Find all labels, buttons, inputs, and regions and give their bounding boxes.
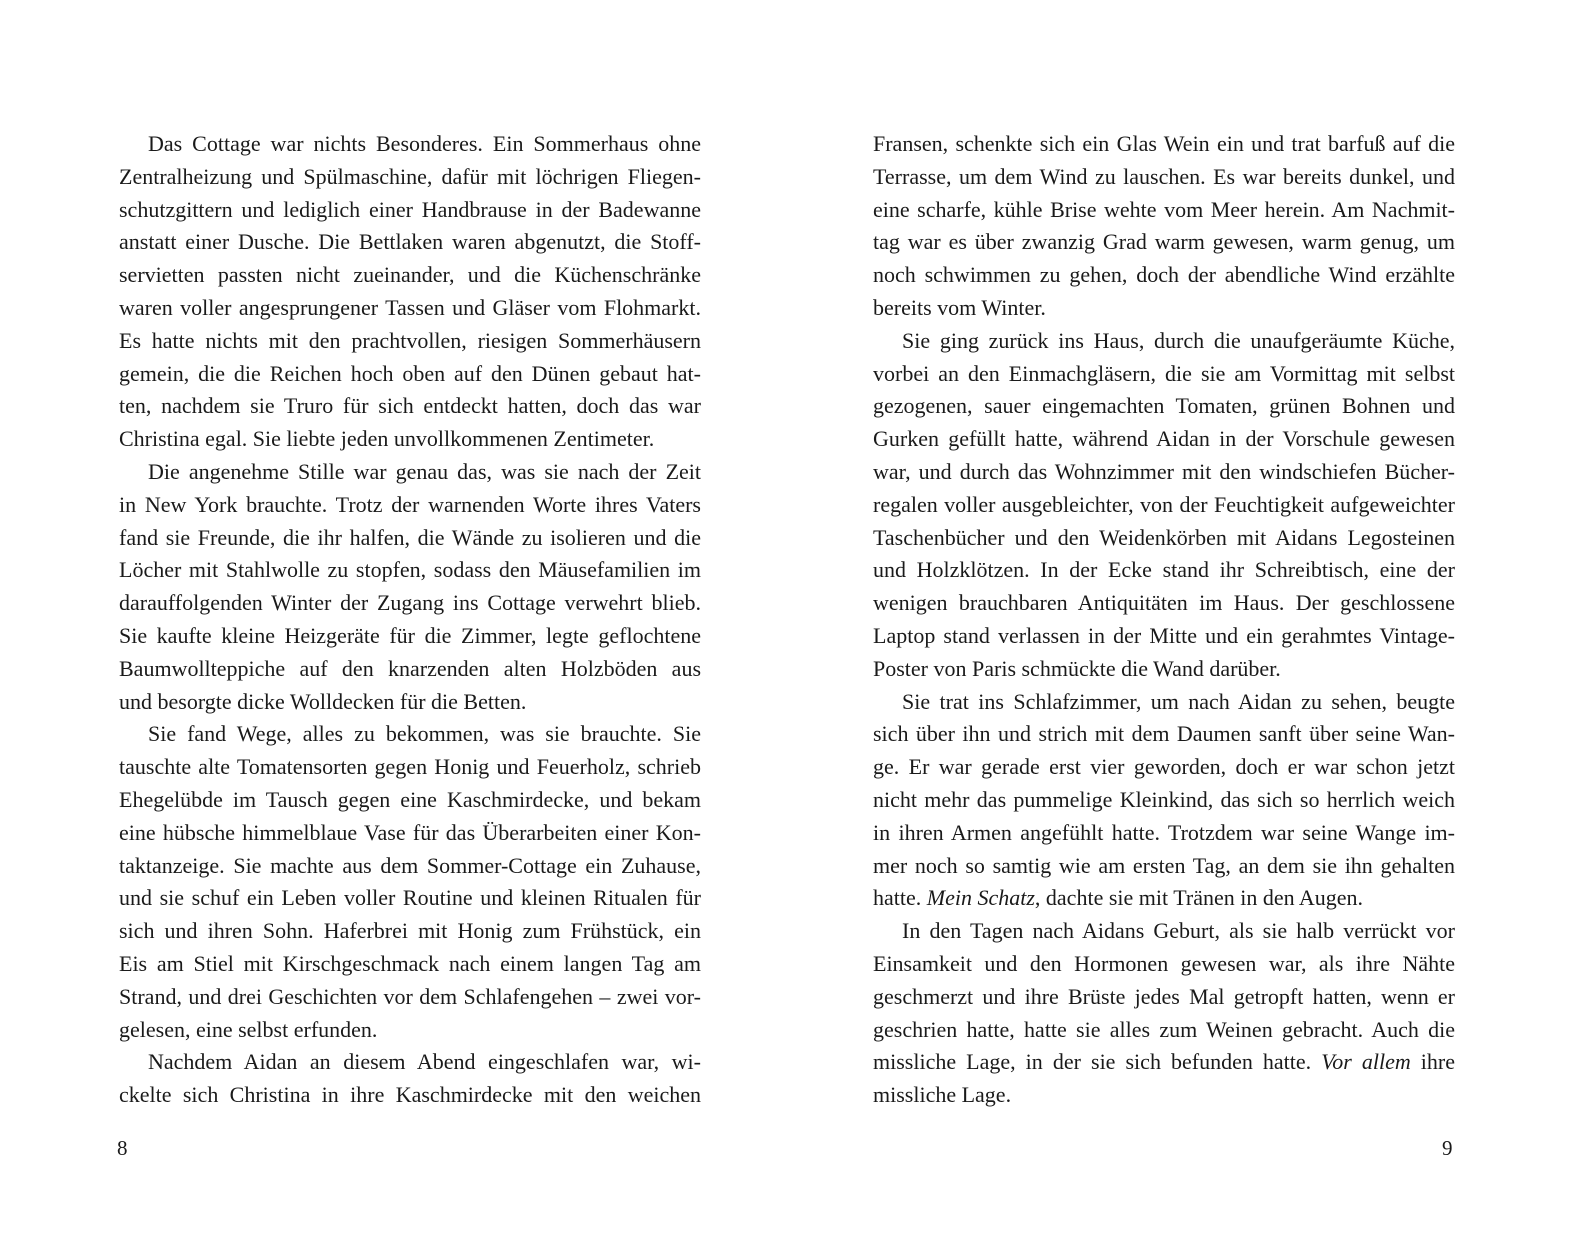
text-line: Zentralheizung und Spülmaschine, dafür mit löchrigen Fliegen- [119, 163, 701, 189]
right-page [797, 0, 1594, 1240]
paragraph [873, 915, 1455, 1112]
text-line: vorbei an den Einmachgläsern, die sie am Vormittag mit selbst [873, 360, 1455, 386]
text-line: taktanzeige. Sie machte aus dem Sommer-Cottage ein Zuhause, [119, 852, 701, 878]
text-span: missliche Lage, in der sie sich befunden hatte. [873, 1049, 1322, 1075]
text-line: war, und durch das Wohnzimmer mit den windschiefen Bücher- [873, 458, 1455, 484]
text-line [873, 1046, 1455, 1079]
paragraph [119, 456, 701, 718]
text-line: Christina egal. Sie liebte jeden unvollkommenen Zentimeter. [119, 426, 655, 452]
paragraph [119, 718, 701, 1046]
text-line: tag war es über zwanzig Grad warm gewesen, warm genug, um [873, 229, 1455, 255]
text-line: sich über ihn und strich mit dem Daumen sanft über seine Wan- [873, 721, 1455, 747]
text-line: Sie ging zurück ins Haus, durch die unaufgeräumte Küche, [902, 327, 1455, 353]
text-line: ge. Er war gerade erst vier geworden, doch er war schon jetzt [873, 754, 1455, 780]
text-line: Gurken gefüllt hatte, während Aidan in der Vorschule gewesen [873, 426, 1455, 452]
paragraph [873, 325, 1455, 686]
text-line: anstatt einer Dusche. Die Bettlaken waren abgenutzt, die Stoff- [119, 229, 701, 255]
text-line: tauschte alte Tomatensorten gegen Honig und Feuerholz, schrieb [119, 754, 701, 780]
text-line: eine hübsche himmelblaue Vase für das Überarbeiten einer Kon- [119, 819, 701, 845]
text-line: darauffolgenden Winter der Zugang ins Cottage verwehrt blieb. [119, 590, 701, 616]
paragraph [119, 128, 701, 456]
text-line: sich und ihren Sohn. Haferbrei mit Honig zum Frühstück, ein [119, 918, 701, 944]
text-line: und besorgte dicke Wolldecken für die Betten. [119, 688, 527, 714]
text-line: Sie fand Wege, alles zu bekommen, was sie brauchte. Sie [148, 721, 701, 747]
text-line: waren voller angesprungener Tassen und Gläser vom Flohmarkt. [119, 294, 701, 320]
page-number: 9 [1442, 1136, 1453, 1160]
text-line: servietten passten nicht zueinander, und die Küchenschränke [119, 262, 701, 288]
text-line: wenigen brauchbaren Antiquitäten im Haus. Der geschlossene [873, 590, 1455, 616]
text-line: Sie kaufte kleine Heizgeräte für die Zimmer, legte geflochtene [119, 622, 701, 648]
text-line: gezogenen, sauer eingemachten Tomaten, grünen Bohnen und [873, 393, 1455, 419]
text-line: Ehegelübde im Tausch gegen eine Kaschmirdecke, und bekam [119, 786, 701, 812]
text-span: ihre [1410, 1049, 1455, 1075]
text-line: missliche Lage. [873, 1082, 1012, 1108]
text-line: mer noch so samtig wie am ersten Tag, an dem sie ihn gehalten [873, 852, 1455, 878]
right-page-text [873, 128, 1455, 1112]
text-line: Fransen, schenkte sich ein Glas Wein ein und trat barfuß auf die [873, 131, 1455, 156]
text-line: Einsamkeit und den Hormonen gewesen war, als ihre Nähte [873, 950, 1455, 976]
text-line: In den Tagen nach Aidans Geburt, als sie halb verrückt vor [902, 918, 1455, 944]
text-line: in ihren Armen angefühlt hatte. Trotzdem war seine Wange im- [873, 819, 1455, 845]
paragraph [873, 128, 1455, 325]
text-line: Strand, und drei Geschichten vor dem Schlafengehen – zwei vor- [119, 983, 701, 1009]
paragraph [873, 686, 1455, 916]
text-line: geschmerzt und ihre Brüste jedes Mal getropft hatten, wenn er [873, 983, 1455, 1009]
text-line: schutzgittern und lediglich einer Handbrause in der Badewanne [119, 196, 701, 222]
text-line: und Holzklötzen. In der Ecke stand ihr Schreibtisch, eine der [873, 557, 1455, 583]
text-line: eine scharfe, kühle Brise wehte vom Meer herein. Am Nachmit- [873, 196, 1455, 222]
text-line: ten, nachdem sie Truro für sich entdeckt hatten, doch das war [119, 393, 701, 419]
text-line: Löcher mit Stahlwolle zu stopfen, sodass den Mäusefamilien im [119, 557, 701, 583]
text-line: fand sie Freunde, die ihr halfen, die Wände zu isolieren und die [119, 524, 701, 550]
text-line: noch schwimmen zu gehen, doch der abendliche Wind erzählte [873, 262, 1455, 288]
paragraph [119, 1046, 701, 1112]
text-line: Poster von Paris schmückte die Wand darüber. [873, 655, 1281, 681]
emphasis-text: Mein Schatz [926, 885, 1035, 911]
text-line [873, 882, 1455, 915]
text-line: Das Cottage war nichts Besonderes. Ein Sommerhaus ohne [148, 131, 701, 156]
text-line: Eis am Stiel mit Kirschgeschmack nach einem langen Tag am [119, 950, 701, 976]
text-line: Terrasse, um dem Wind zu lauschen. Es war bereits dunkel, und [873, 163, 1455, 189]
text-line: gelesen, eine selbst erfunden. [119, 1016, 378, 1042]
text-line: in New York brauchte. Trotz der warnenden Worte ihres Vaters [119, 491, 701, 517]
text-line: Sie trat ins Schlafzimmer, um nach Aidan zu sehen, beugte [902, 688, 1455, 714]
text-line: ckelte sich Christina in ihre Kaschmirdecke mit den weichen [119, 1082, 701, 1108]
text-line: Taschenbücher und den Weidenkörben mit Aidans Legosteinen [873, 524, 1455, 550]
text-line: geschrien hatte, hatte sie alles zum Weinen gebracht. Auch die [873, 1016, 1455, 1042]
text-line: Baumwollteppiche auf den knarzenden alten Holzböden aus [119, 655, 701, 681]
left-page-text [119, 128, 701, 1112]
text-line: gemein, die die Reichen hoch oben auf den Dünen gebaut hat- [119, 360, 701, 386]
text-line: regalen voller ausgebleichter, von der Feuchtigkeit aufgeweichter [873, 491, 1455, 517]
text-span: hatte. [873, 885, 927, 911]
text-line: Nachdem Aidan an diesem Abend eingeschlafen war, wi- [148, 1049, 701, 1075]
text-line: Die angenehme Stille war genau das, was sie nach der Zeit [148, 458, 701, 484]
text-line: bereits vom Winter. [873, 294, 1046, 320]
text-line: Laptop stand verlassen in der Mitte und ein gerahmtes Vintage- [873, 622, 1455, 648]
text-span: , dachte sie mit Tränen in den Augen. [1034, 885, 1364, 911]
text-line: nicht mehr das pummelige Kleinkind, das sich so herrlich weich [873, 786, 1455, 812]
emphasis-text: Vor allem [1321, 1049, 1411, 1075]
page-number: 8 [117, 1136, 128, 1160]
text-line: Es hatte nichts mit den prachtvollen, riesigen Sommerhäusern [119, 327, 701, 353]
text-line: und sie schuf ein Leben voller Routine und kleinen Ritualen für [119, 885, 701, 911]
